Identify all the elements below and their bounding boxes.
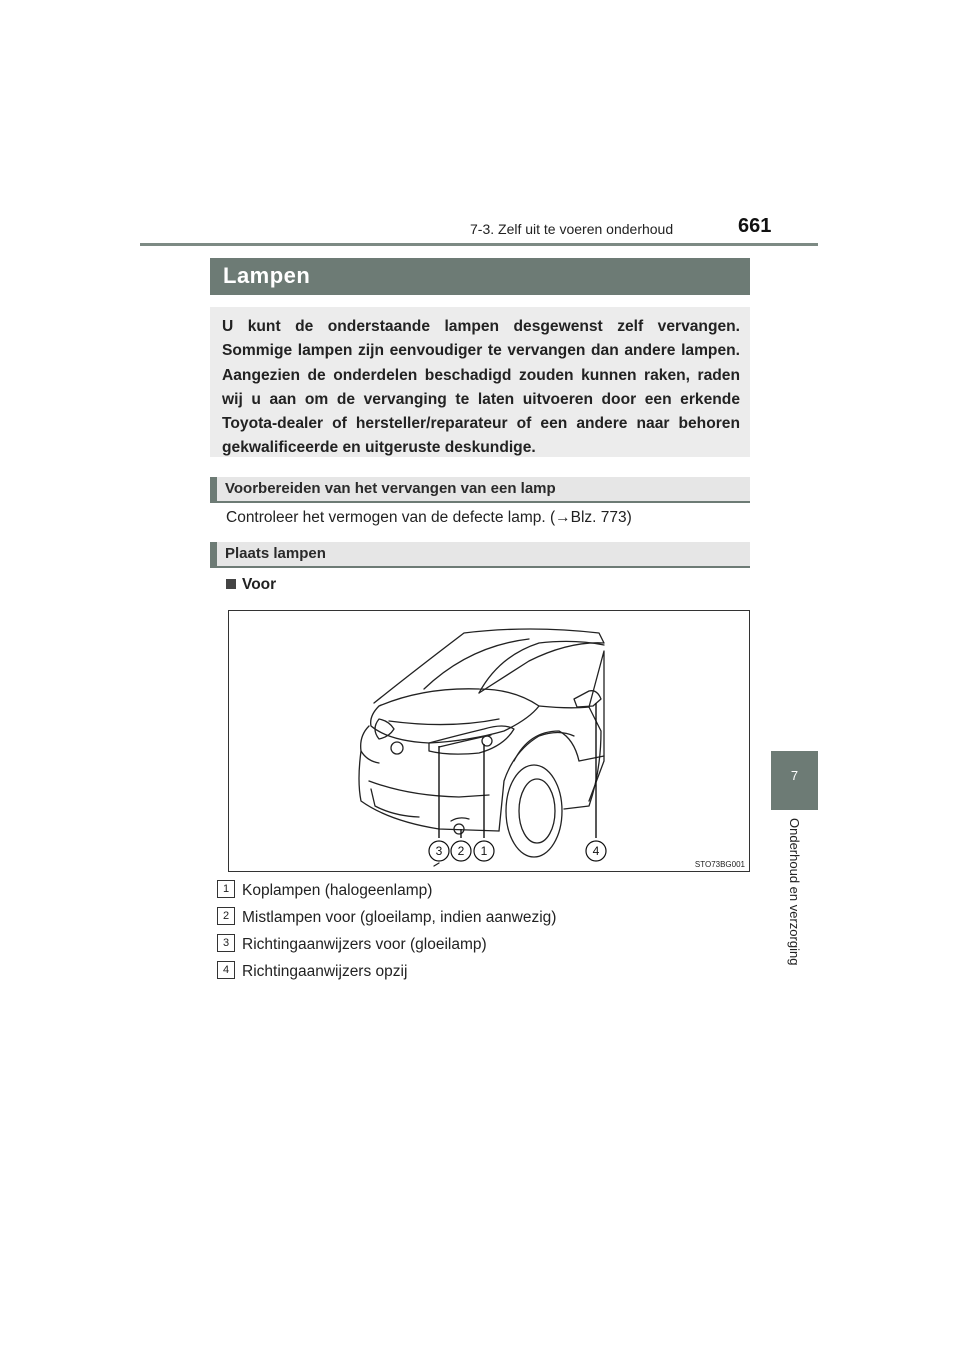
- section-title: Lampen: [223, 263, 311, 288]
- chapter-header: 7-3. Zelf uit te voeren onderhoud: [470, 221, 674, 237]
- callout-label-2: 2: [457, 844, 465, 858]
- car-front-figure: [228, 610, 750, 872]
- legend-number: 3: [217, 934, 235, 952]
- legend-item: [217, 907, 556, 927]
- square-bullet-icon: [226, 579, 236, 589]
- locations-heading-bar: [210, 542, 750, 568]
- intro-box: [210, 307, 750, 457]
- callout-label-4: 4: [592, 844, 600, 858]
- figure-code: STO73BG001: [694, 860, 745, 869]
- legend-item: [217, 961, 407, 981]
- callout-label-3: 3: [435, 844, 443, 858]
- prep-text: Controleer het vermogen van de defecte lamp. (→Blz. 773): [226, 509, 632, 526]
- front-subheading-text: Voor: [242, 576, 277, 593]
- intro-text: U kunt de onderstaande lampen desgewenst zelf vervangen. Sommige lampen zijn eenvoudiger te vervangen dan andere lampen. Aangezien de onderdelen beschadigd zouden kunnen raken, raden wij u aan om de vervanging te laten uitvoeren door een erkende Toyota-dealer of hersteller/reparateur of een andere naar behoren gekwalificeerde en uitgeruste deskundige.: [222, 318, 740, 457]
- chapter-tab-number: 7: [790, 768, 799, 783]
- chapter-tab-title-text: Onderhoud en verzorging: [787, 818, 802, 966]
- prep-heading-bar: [210, 477, 750, 503]
- legend-number: 1: [217, 880, 235, 898]
- legend-text: Richtingaanwijzers voor (gloeilamp): [242, 936, 487, 953]
- prep-heading: Voorbereiden van het vervangen van een lamp: [225, 480, 556, 497]
- heading-accent: [210, 542, 217, 568]
- callout-label-1: 1: [480, 844, 488, 858]
- car-illustration: [229, 611, 749, 871]
- front-subheading: [226, 576, 276, 594]
- heading-accent: [210, 477, 217, 503]
- legend-number: 2: [217, 907, 235, 925]
- page-number: 661: [738, 215, 772, 237]
- legend-item: [217, 880, 432, 900]
- section-title-bar: [210, 258, 750, 295]
- header-rule: [140, 243, 818, 246]
- locations-heading: Plaats lampen: [225, 545, 326, 562]
- chapter-tab-title: [780, 818, 810, 988]
- legend-number: 4: [217, 961, 235, 979]
- legend-item: [217, 934, 487, 954]
- legend-text: Richtingaanwijzers opzij: [242, 963, 408, 980]
- legend-text: Koplampen (halogeenlamp): [242, 882, 433, 899]
- legend-text: Mistlampen voor (gloeilamp, indien aanwezig): [242, 909, 557, 926]
